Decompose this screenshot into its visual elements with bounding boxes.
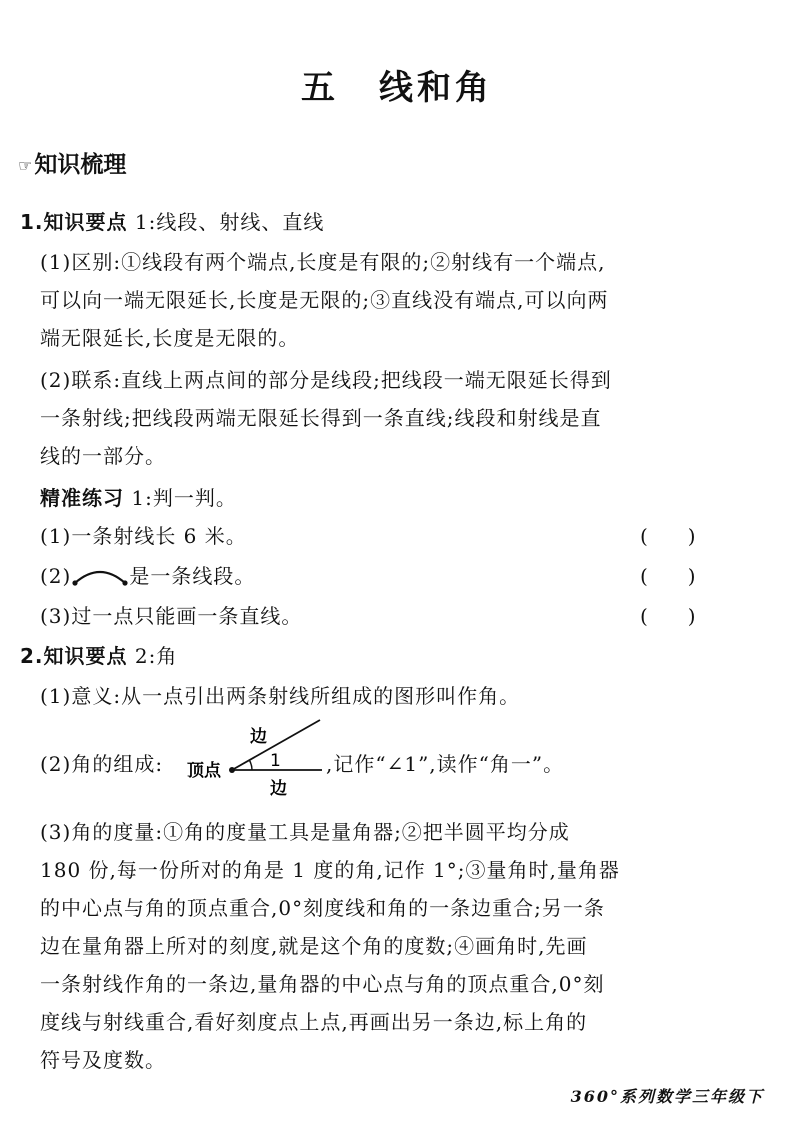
- side-label-bottom: 边: [270, 779, 287, 799]
- kp2-heading: 2.知识要点 2:角: [20, 644, 178, 668]
- angle-composition-label: (2)角的组成:: [40, 752, 164, 776]
- kp1-line-6: 线的一部分。: [40, 444, 166, 468]
- angle-number-label: 1: [270, 751, 281, 771]
- measure-line-5: 一条射线作角的一条边,量角器的中心点与角的顶点重合,0°刻: [40, 972, 605, 996]
- kp1-line-1: (1)区别:①线段有两个端点,长度是有限的;②射线有一个端点,: [40, 250, 606, 274]
- kp1-line-4: (2)联系:直线上两点间的部分是线段;把线段一端无限延长得到: [40, 368, 612, 392]
- measure-line-4: 边在量角器上所对的刻度,就是这个角的度数;④画角时,先画: [40, 934, 588, 958]
- answer-bracket-2[interactable]: ( ): [640, 564, 696, 588]
- section-heading: ☞知识梳理: [18, 152, 127, 178]
- kp1-line-3: 端无限延长,长度是无限的。: [40, 326, 300, 350]
- kp1-line-2: 可以向一端无限延长,长度是无限的;③直线没有端点,可以向两: [40, 288, 609, 312]
- kp1-line-5: 一条射线;把线段两端无限延长得到一条直线;线段和射线是直: [40, 406, 602, 430]
- side-label-top: 边: [250, 727, 267, 747]
- angle-arc: [249, 760, 252, 770]
- measure-line-3: 的中心点与角的顶点重合,0°刻度线和角的一条边重合;另一条: [40, 896, 605, 920]
- angle-diagram: [186, 714, 326, 800]
- pointing-hand-icon: ☞: [18, 156, 33, 175]
- page-title: 五 线和角: [301, 68, 493, 108]
- measure-line-6: 度线与射线重合,看好刻度点上点,再画出另一条边,标上角的: [40, 1010, 588, 1034]
- answer-bracket-3[interactable]: ( ): [640, 604, 696, 628]
- measure-line-2: 180 份,每一份所对的角是 1 度的角,记作 1°;③量角时,量角器: [40, 858, 620, 882]
- measure-line-1: (3)角的度量:①角的度量工具是量角器;②把半圆平均分成: [40, 820, 570, 844]
- answer-bracket-1[interactable]: ( ): [640, 524, 696, 548]
- footer-series-label: 360°系列数学三年级下: [570, 1087, 764, 1106]
- question-2: (2) 是一条线段。: [40, 564, 256, 588]
- arc-segment-figure: [71, 567, 129, 589]
- angle-notation-text: ,记作“∠1”,读作“角一”。: [326, 752, 565, 776]
- kp1-heading: 1.知识要点 1:线段、射线、直线: [20, 210, 325, 234]
- measure-line-7: 符号及度数。: [40, 1048, 166, 1072]
- practice-heading: 精准练习 1:判一判。: [40, 486, 237, 510]
- question-3: (3)过一点只能画一条直线。: [40, 604, 303, 628]
- vertex-dot: [229, 767, 235, 773]
- vertex-label: 顶点: [187, 761, 221, 781]
- question-1: (1)一条射线长 6 米。: [40, 524, 247, 548]
- kp2-line-1: (1)意义:从一点引出两条射线所组成的图形叫作角。: [40, 684, 521, 708]
